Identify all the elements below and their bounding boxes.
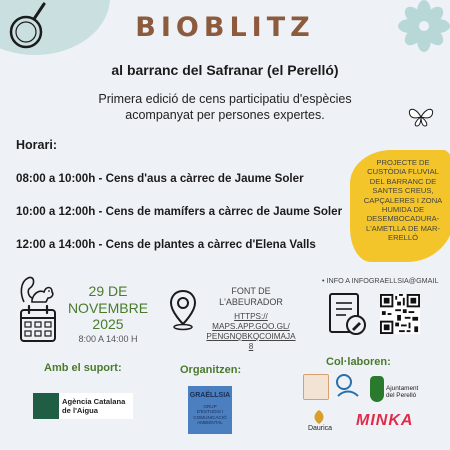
- map-link[interactable]: [206, 312, 296, 352]
- project-note-line: SANTES CREUS,: [372, 186, 434, 196]
- graellsia-sub-line: AMBIENTAL: [197, 420, 223, 426]
- project-note-line: DEL BARRANC DE: [369, 176, 437, 186]
- map-link-line[interactable]: 8: [248, 342, 254, 351]
- form-icon: [328, 292, 368, 338]
- graellsia-sub-line: COMUNICACIÓ: [193, 414, 227, 420]
- project-note-line: PROJECTE DE: [376, 158, 430, 167]
- graellsia-name: GRAËLLSIA: [189, 392, 231, 399]
- qr-code[interactable]: [380, 294, 420, 334]
- page-subtitle: al barranc del Safranar (el Perelló): [111, 62, 339, 78]
- place-line: FONT DE: [231, 286, 271, 296]
- aca-name-line: de l'Aigua: [62, 406, 98, 415]
- graellsia-sub-line: GRUP: [203, 404, 217, 409]
- project-note-line: L'AMETLLA DE MAR-: [365, 223, 441, 233]
- collaborators-label: Col·laboren:: [326, 356, 391, 368]
- page-title: BIOBLITZ: [135, 12, 315, 43]
- collaborator-logo: [303, 374, 329, 400]
- ajuntament-line: Ajuntament: [386, 385, 419, 392]
- event-place-name: [206, 286, 296, 308]
- map-link-line[interactable]: MAPS.APP.GOO.GL/: [212, 322, 290, 331]
- ajuntament-line: del Perelló: [386, 392, 417, 400]
- ajuntament-name: [386, 385, 418, 400]
- schedule-heading: Horari:: [16, 138, 57, 152]
- place-line: L'ABEURADOR: [219, 297, 283, 307]
- event-description: [60, 91, 390, 123]
- ajuntament-shield: [370, 376, 384, 402]
- event-date-year: 2025: [92, 316, 124, 332]
- contact-email: • INFO A INFOGRAELLSIA@GMAIL: [322, 276, 439, 285]
- schedule-item: 12:00 a 14:00h - Cens de plantes a càrrec d'Elena Valls: [16, 238, 316, 251]
- schedule-item: 10:00 a 12:00h - Cens de mamífers a càrrec de Jaume Soler: [16, 205, 343, 218]
- location-pin-icon: [168, 288, 198, 332]
- project-note-text: [356, 158, 450, 243]
- plancton-logo: [334, 372, 360, 402]
- aca-logo-mark: [33, 393, 59, 419]
- graellsia-sub-line: D'ESTUDIS I: [196, 409, 224, 415]
- event-date-month: NOVEMBRE: [67, 300, 149, 316]
- minka-logo: MINKA: [356, 412, 414, 429]
- project-note-line: DESEMBOCADURA-: [366, 214, 440, 224]
- organizers-label: Organitzen:: [180, 364, 242, 376]
- aca-name-line: Agència Catalana: [62, 397, 126, 406]
- butterfly-icon: [407, 106, 435, 128]
- aca-logo-text: [62, 397, 125, 415]
- project-note-line: CAPÇALERES I ZONA: [363, 195, 443, 205]
- description-line: Primera edició de cens participatiu d'espècies: [98, 92, 352, 106]
- calendar-icon: [18, 304, 58, 344]
- event-date-day: 29 DE: [88, 283, 128, 299]
- daurica-name: Daurica: [307, 425, 333, 432]
- map-link-line[interactable]: HTTPS://: [234, 312, 268, 321]
- schedule-item: 08:00 a 10:00h - Cens d'aus a càrrec de Jaume Soler: [16, 172, 304, 185]
- map-link-line[interactable]: PENGNQBKQCOIMAJA: [206, 332, 296, 341]
- project-note-line: ERELLÓ: [388, 233, 418, 243]
- graellsia-subtitle: [188, 404, 232, 426]
- project-note-line: CUSTÒDIA FLUVIAL: [367, 167, 439, 177]
- support-label: Amb el suport:: [44, 362, 122, 374]
- project-note-line: HUMIDA DE: [381, 205, 425, 215]
- event-time-range: 8:00 A 14:00 H: [78, 334, 138, 344]
- squirrel-icon: [18, 272, 56, 306]
- description-line: acompanyat per persones expertes.: [125, 108, 325, 122]
